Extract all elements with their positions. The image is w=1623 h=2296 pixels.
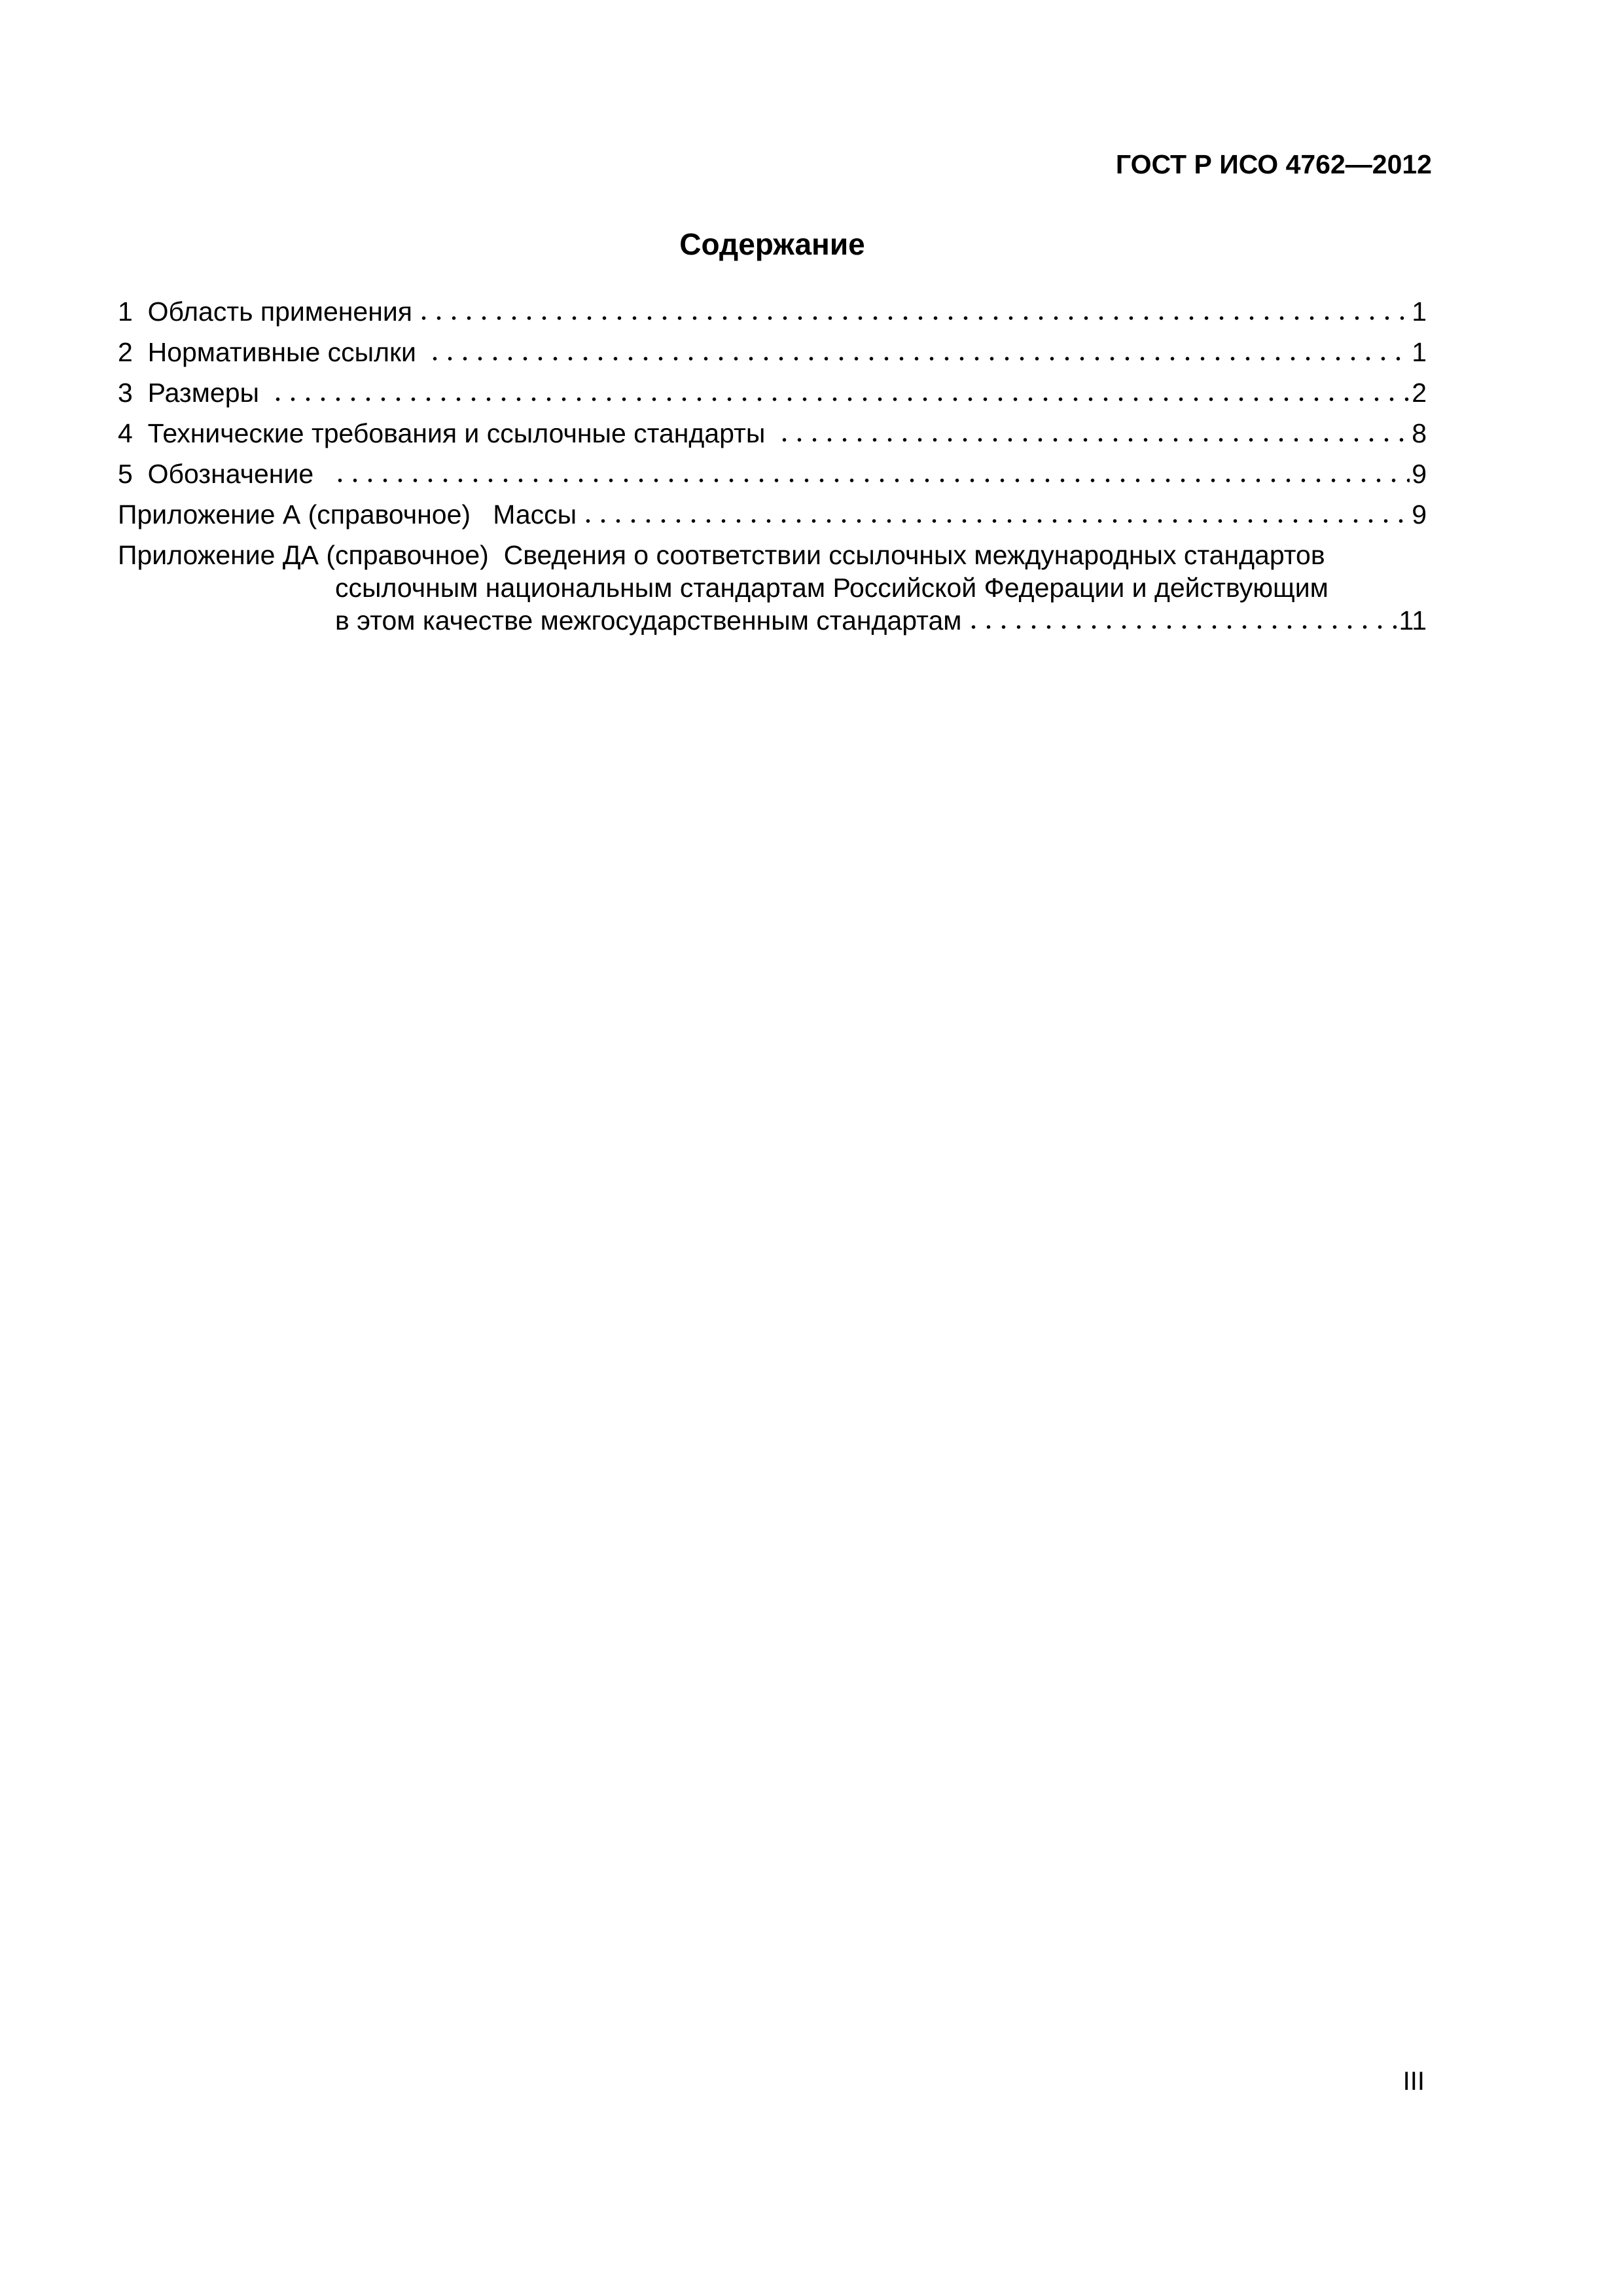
toc-entry-label: 5 Обозначение (118, 459, 329, 489)
dot-leader (416, 315, 1410, 321)
toc-entry-page: 1 (1412, 296, 1427, 327)
dot-leader (966, 624, 1397, 630)
toc-entry-appendix-da (118, 539, 1427, 637)
toc-entry (118, 291, 1427, 332)
toc-entry-label: Приложение ДА (справочное) Сведения о соответствии ссылочных международных стандартов (118, 540, 1325, 570)
toc-entry-page: 8 (1412, 418, 1427, 448)
toc-entry (118, 413, 1427, 454)
toc-entry (118, 454, 1427, 494)
page-title: Содержание (679, 227, 865, 261)
dot-leader (270, 397, 1410, 402)
toc-entry-page: 2 (1412, 378, 1427, 408)
dot-leader (777, 437, 1410, 442)
toc-entry-page: 11 (1399, 605, 1427, 636)
dot-leader (427, 356, 1410, 361)
toc-entry (118, 332, 1427, 372)
dot-leader (580, 518, 1410, 524)
toc-entry-label: 3 Размеры (118, 378, 267, 408)
toc-entry-label-continuation: ссылочным национальным стандартам Российской Федерации и действующим (335, 573, 1329, 603)
toc-entry-appendix-a (118, 494, 1427, 535)
footer-page-number: III (1402, 2067, 1425, 2096)
toc-entry-page: 9 (1412, 459, 1427, 489)
toc-entry (118, 372, 1427, 413)
toc-entry-label: 1 Область применения (118, 296, 412, 327)
document-code: ГОСТ Р ИСО 4762—2012 (1115, 149, 1432, 179)
toc-entry-label-continuation: в этом качестве межгосударственным стандартам (335, 605, 962, 636)
dot-leader (332, 478, 1410, 483)
toc-entry-label: 2 Нормативные ссылки (118, 337, 424, 367)
table-of-contents (118, 291, 1427, 637)
toc-entry-last-line (118, 604, 1427, 637)
toc-entry-label: Приложение А (справочное) Массы (118, 499, 577, 529)
toc-entry-label: 4 Технические требования и ссылочные стандарты (118, 418, 773, 448)
toc-entry-page: 9 (1412, 499, 1427, 529)
toc-entry-page: 1 (1412, 337, 1427, 367)
